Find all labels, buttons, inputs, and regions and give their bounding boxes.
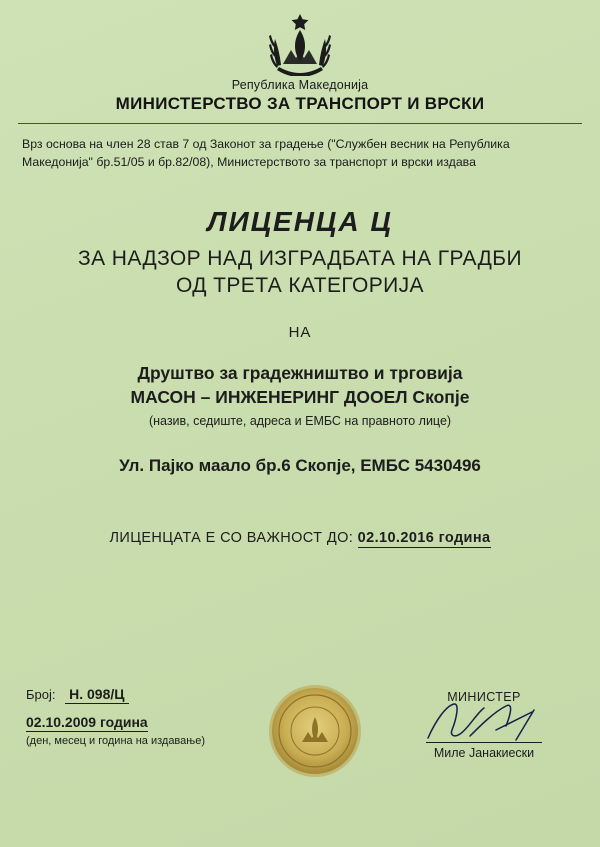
entity-note: (назив, седиште, адреса и ЕМБС на правното лице) xyxy=(148,413,452,428)
footer-left-block xyxy=(26,686,246,747)
minister-label: МИНИСТЕР xyxy=(447,690,521,704)
macedonia-coat-of-arms-icon xyxy=(265,14,335,76)
validity-date: 02.10.2016 година xyxy=(357,529,491,546)
document-number-value: Н. 098/Ц xyxy=(65,686,128,704)
license-subtitle xyxy=(0,246,600,300)
license-title: ЛИЦЕНЦА Ц xyxy=(207,205,393,237)
entity-line-1: Друштво за градежништво и трговија xyxy=(137,362,463,383)
crest-container xyxy=(0,0,600,76)
document-number-row xyxy=(26,686,246,702)
entity-address: Ул. Пајко маало бр.6 Скопје, ЕМБС 5430496 xyxy=(119,455,481,475)
handwritten-signature-icon xyxy=(394,706,574,740)
footer-right-block xyxy=(394,678,574,762)
minister-name: Миле Јанакиески xyxy=(426,742,542,760)
issue-date: 02.10.2009 година xyxy=(26,714,148,730)
embossed-gold-seal-icon xyxy=(268,684,362,778)
license-subtitle-line-1: ЗА НАДЗОР НАД ИЗГРАДБАТА НА ГРАДБИ xyxy=(78,246,522,270)
header-divider xyxy=(18,123,582,124)
validity-row xyxy=(0,530,600,546)
issue-date-note: (ден, месец и година на издавање) xyxy=(26,735,205,747)
entity-line-2: МАСОН – ИНЖЕНЕРИНГ ДООЕЛ Скопје xyxy=(130,386,470,407)
republic-label: Република Македонија xyxy=(231,78,369,92)
preamble-text: Врз основа на член 28 став 7 од Законот за градење ("Службен весник на Република Македонија" бр.51/05 и бр.82/08), Министерството за транспорт и врски издава xyxy=(22,137,510,170)
validity-label: ЛИЦЕНЦАТА Е СО ВАЖНОСТ ДО: xyxy=(109,529,354,546)
entity-block xyxy=(0,363,600,428)
document-header xyxy=(0,78,600,114)
license-subtitle-line-2: ОД ТРЕТА КАТЕГОРИЈА xyxy=(176,273,424,297)
na-label: НА xyxy=(288,323,312,341)
document-number-label: Број: xyxy=(26,687,56,702)
ministry-title: МИНИСТЕРСТВО ЗА ТРАНСПОРТ И ВРСКИ xyxy=(115,94,485,113)
